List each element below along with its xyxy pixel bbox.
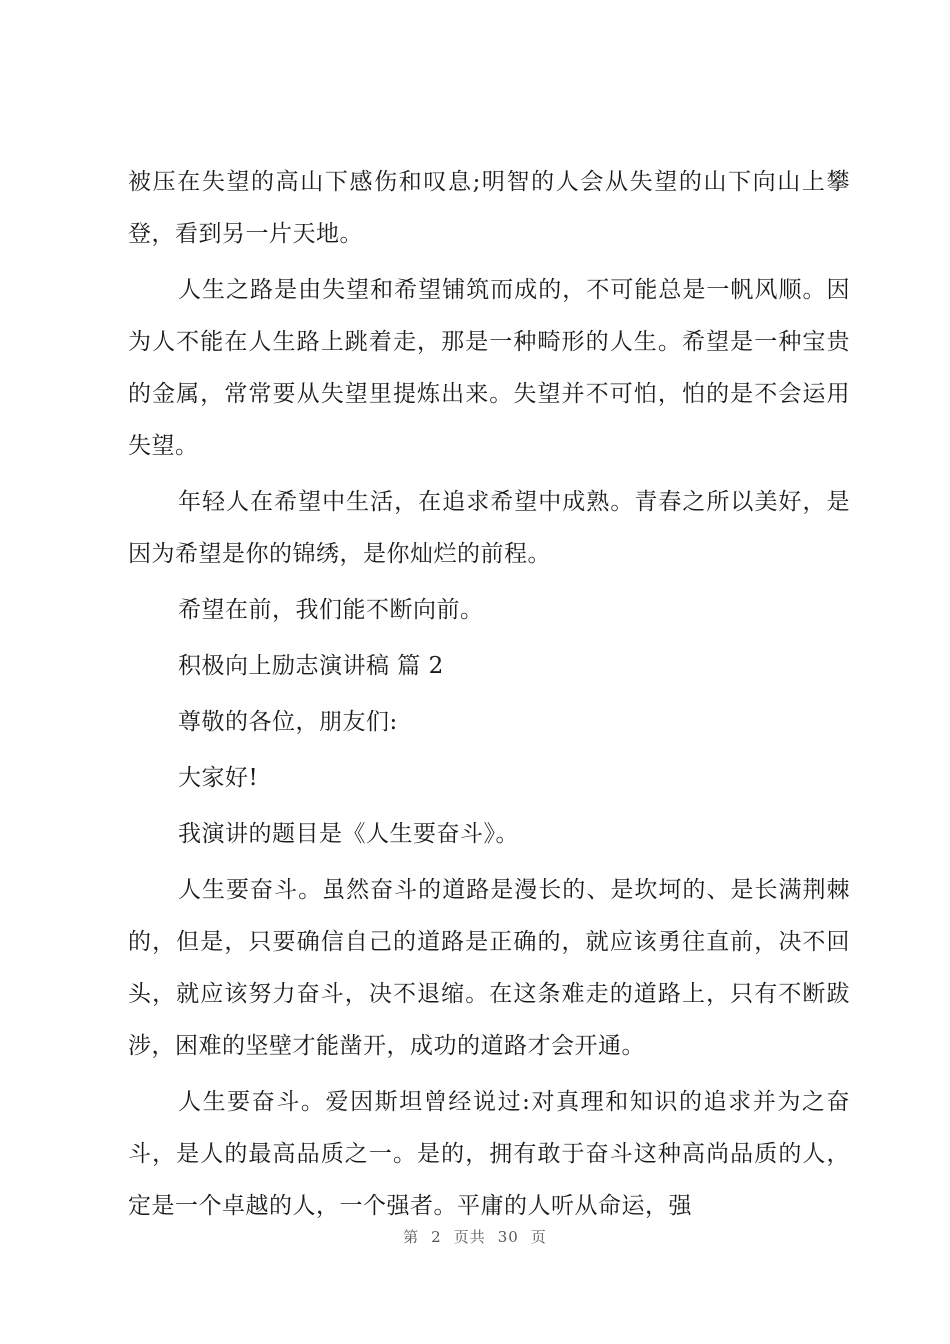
footer-suffix: 页 [530,1228,547,1246]
page-footer [0,1226,950,1247]
footer-prefix: 第 [403,1228,420,1246]
paragraph-3: 年轻人在希望中生活，在追求希望中成熟。青春之所以美好，是因为希望是你的锦绣，是你灿烂的前程。 [128,489,850,567]
footer-current-page: 2 [431,1228,442,1246]
paragraph-10: 人生要奋斗。爱因斯坦曾经说过:对真理和知识的追求并为之奋斗，是人的最高品质之一。是的，拥有敢于奋斗这种高尚品质的人，定是一个卓越的人，一个强者。平庸的人听从命运，强 [128,1089,850,1219]
speech-title-line: 我演讲的题目是《人生要奋斗》。 [178,821,519,847]
section-heading: 积极向上励志演讲稿 篇 2 [178,653,444,679]
footer-total-pages: 30 [497,1228,519,1246]
paragraph-2: 人生之路是由失望和希望铺筑而成的，不可能总是一帆风顺。因为人不能在人生路上跳着走，那是一种畸形的人生。希望是一种宝贵的金属，常常要从失望里提炼出来。失望并不可怕，怕的是不会运用失望。 [128,277,850,459]
paragraph-9: 人生要奋斗。虽然奋斗的道路是漫长的、是坎坷的、是长满荆棘的，但是，只要确信自己的道路是正确的，就应该勇往直前，决不回头，就应该努力奋斗，决不退缩。在这条难走的道路上，只有不断跋涉，困难的坚壁才能凿开，成功的道路才会开通。 [128,877,850,1059]
salutation: 尊敬的各位，朋友们: [178,709,398,735]
paragraph-1: 被压在失望的高山下感伤和叹息;明智的人会从失望的山下向山上攀登，看到另一片天地。 [128,169,850,247]
footer-middle: 页共 [453,1228,486,1246]
paragraph-4: 希望在前，我们能不断向前。 [178,597,484,623]
document-body [128,160,850,1236]
greeting: 大家好! [178,765,259,791]
